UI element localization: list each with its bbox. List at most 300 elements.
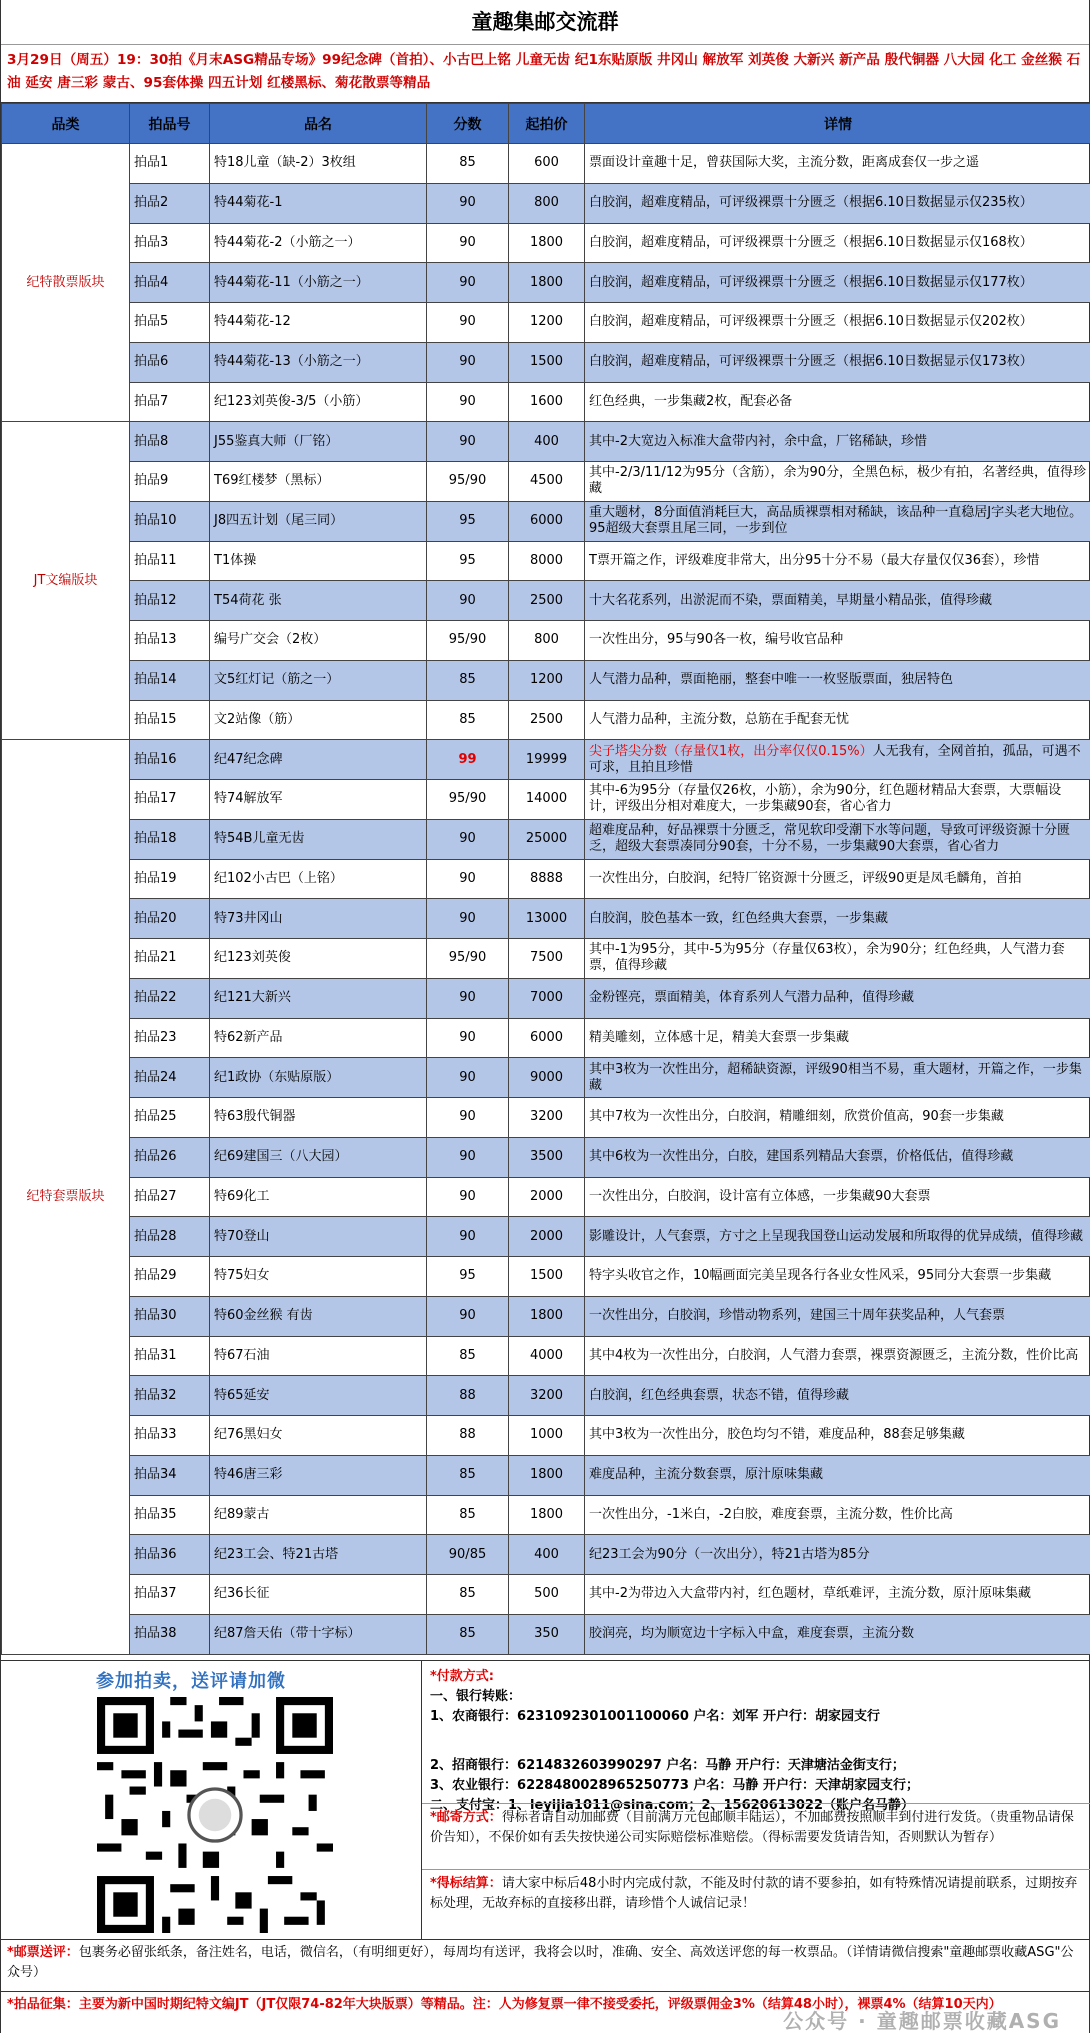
table-row	[2, 1058, 1090, 1098]
lot-number-cell: 拍品30	[130, 1296, 210, 1336]
lot-score-cell: 90	[427, 342, 509, 382]
settle-title: *得标结算：	[430, 1876, 502, 1891]
lot-number-cell: 拍品25	[130, 1098, 210, 1138]
lot-number-cell: 拍品32	[130, 1376, 210, 1416]
lot-score-cell: 85	[427, 660, 509, 700]
detail-text: 难度品种，主流分数套票，原汁原味集藏	[589, 1467, 823, 1482]
lot-score-cell: 85	[427, 1455, 509, 1495]
lot-price-cell: 1800	[509, 1495, 585, 1535]
table-row	[2, 1495, 1090, 1535]
lot-name-cell: 特62新产品	[210, 1018, 427, 1058]
lot-price-cell: 2000	[509, 1217, 585, 1257]
lot-price-cell: 350	[509, 1614, 585, 1654]
lot-detail-cell	[585, 740, 1090, 780]
lot-price-cell: 2500	[509, 581, 585, 621]
detail-text: 一次性出分，白胶润，设计富有立体感，一步集藏90大套票	[589, 1189, 931, 1204]
lot-name-cell: 特60金丝猴 有齿	[210, 1296, 427, 1336]
lot-number-cell: 拍品10	[130, 501, 210, 541]
table-row	[2, 1535, 1090, 1575]
table-row	[2, 859, 1090, 899]
detail-text: 其中-2/3/11/12为95分（含筋），余为90分，全黑色标，极少有拍，名著经典，值得珍藏	[589, 465, 1086, 496]
table-row	[2, 1376, 1090, 1416]
lot-name-cell: 特44菊花-12	[210, 303, 427, 343]
lot-score-cell: 90	[427, 303, 509, 343]
lot-score-cell: 90	[427, 581, 509, 621]
lot-detail-cell	[585, 263, 1090, 303]
send-text: 包裹务必留张纸条，备注姓名，电话，微信名，（有明细更好），每周均有送评，我将会以时，准确、安全、高效送评您的每一枚票品。（详情请微信搜索"童趣邮票收藏ASG"公众号）	[7, 1945, 1074, 1980]
lot-number-cell: 拍品2	[130, 183, 210, 223]
table-row	[2, 1575, 1090, 1615]
lot-name-cell: 特44菊花-13（小筋之一）	[210, 342, 427, 382]
shipping-text: 得标者请自动加邮费（目前满万元包邮顺丰陆运），不加邮费按照顺丰到付进行发货。（贵重物品请保价告知），不保价如有丢失按快递公司实际赔偿标准赔偿。（得标需要发货请告知，否则默认为暂存）	[430, 1810, 1074, 1845]
lot-number-cell: 拍品18	[130, 819, 210, 859]
lot-price-cell: 19999	[509, 740, 585, 780]
settle-text: 请大家中标后48小时内完成付款，不能及时付款的请不要参拍，如有特殊情况请提前联系，过期按弃标处理，无故弃标的直接移出群，请珍惜个人诚信记录！	[430, 1876, 1077, 1911]
lot-number-cell: 拍品13	[130, 621, 210, 661]
payment-line: 2、招商银行：6214832603990297 户名：马静 开户行：天津塘沽金街支行；	[430, 1756, 1083, 1776]
lot-name-cell: 纪87詹天佑（带十字标）	[210, 1614, 427, 1654]
lot-number-cell: 拍品38	[130, 1614, 210, 1654]
lot-number-cell: 拍品8	[130, 422, 210, 462]
lot-number-cell: 拍品37	[130, 1575, 210, 1615]
lot-score-cell: 95/90	[427, 939, 509, 979]
table-row	[2, 1018, 1090, 1058]
table-row	[2, 780, 1090, 820]
lot-number-cell: 拍品6	[130, 342, 210, 382]
lot-name-cell: 纪121大新兴	[210, 978, 427, 1018]
category-cell: 纪特散票版块	[2, 144, 130, 422]
lot-detail-cell	[585, 1177, 1090, 1217]
lot-price-cell: 7000	[509, 978, 585, 1018]
lot-score-cell: 90	[427, 422, 509, 462]
lot-detail-cell	[585, 501, 1090, 541]
detail-text: 红色经典，一步集藏2枚，配套必备	[589, 394, 792, 409]
lot-name-cell: 特70登山	[210, 1217, 427, 1257]
lot-detail-cell	[585, 223, 1090, 263]
lot-price-cell: 400	[509, 422, 585, 462]
lot-detail-cell	[585, 1098, 1090, 1138]
lot-name-cell: 特44菊花-2（小筋之一）	[210, 223, 427, 263]
lot-price-cell: 4500	[509, 462, 585, 502]
payment-line: 1、农商银行：6231092301001100060 户名：刘军 开户行：胡家园支行	[430, 1707, 1083, 1727]
lot-score-cell: 85	[427, 1614, 509, 1654]
lot-name-cell: J55鉴真大师（厂铭）	[210, 422, 427, 462]
lot-score-cell: 90	[427, 859, 509, 899]
detail-text: 其中-2为带边入大盒带内衬，红色题材，草纸难评，主流分数，原汁原味集藏	[589, 1586, 1031, 1601]
shipping-section	[422, 1803, 1090, 1869]
lot-detail-cell	[585, 1058, 1090, 1098]
lot-detail-cell	[585, 303, 1090, 343]
lot-score-cell: 95	[427, 501, 509, 541]
collect-title: *拍品征集：	[7, 1997, 79, 2012]
lot-detail-cell	[585, 1336, 1090, 1376]
send-title: *邮票送评：	[7, 1945, 79, 1960]
footer	[1, 1660, 1090, 2034]
detail-text: 重大题材，8分面值消耗巨大，高品质裸票相对稀缺，该品种一直稳居J字头老大地位。95超级大套票且尾三同，一步到位	[589, 505, 1082, 536]
lot-score-cell: 99	[427, 740, 509, 780]
header-lot-no: 拍品号	[130, 104, 210, 144]
lot-name-cell: 纪102小古巴（上铭）	[210, 859, 427, 899]
lot-score-cell: 88	[427, 1416, 509, 1456]
detail-text: 胶润亮，均为顺宽边十字标入中盒，难度套票，主流分数	[589, 1626, 914, 1641]
lot-price-cell: 1800	[509, 1296, 585, 1336]
lot-detail-cell	[585, 660, 1090, 700]
detail-text: 一次性出分，-1米白，-2白胶，难度套票，主流分数，性价比高	[589, 1507, 953, 1522]
lot-name-cell: 特54B儿童无齿	[210, 819, 427, 859]
lot-score-cell: 95	[427, 1257, 509, 1297]
lot-price-cell: 1800	[509, 263, 585, 303]
lot-name-cell: 特46唐三彩	[210, 1455, 427, 1495]
lot-name-cell: 纪36长征	[210, 1575, 427, 1615]
lot-price-cell: 8000	[509, 541, 585, 581]
table-row	[2, 939, 1090, 979]
table-row	[2, 621, 1090, 661]
lot-price-cell: 6000	[509, 501, 585, 541]
detail-text: 纪23工会为90分（一次出分），特21古塔为85分	[589, 1547, 870, 1562]
detail-text: 其中-2大宽边入标准大盒带内衬，余中盒，厂铭稀缺，珍惜	[589, 434, 927, 449]
payment-title: *付款方式:	[430, 1667, 1083, 1687]
lot-number-cell: 拍品19	[130, 859, 210, 899]
lot-number-cell: 拍品17	[130, 780, 210, 820]
lot-detail-cell	[585, 541, 1090, 581]
detail-text: 白胶润，超难度精品，可评级裸票十分匮乏（根据6.10日数据显示仅235枚）	[589, 195, 1033, 210]
lot-price-cell: 800	[509, 621, 585, 661]
table-row	[2, 1257, 1090, 1297]
detail-text: 其中6枚为一次性出分，白胶，建国系列精品大套票，价格低估，值得珍藏	[589, 1149, 1013, 1164]
lot-name-cell: 编号广交会（2枚）	[210, 621, 427, 661]
lot-detail-cell	[585, 382, 1090, 422]
shipping-title: *邮寄方式：	[430, 1810, 502, 1825]
detail-text: 票面设计童趣十足，曾获国际大奖，主流分数，距离成套仅一步之遥	[589, 155, 979, 170]
lot-detail-cell	[585, 342, 1090, 382]
detail-text: 白胶润，超难度精品，可评级裸票十分匮乏（根据6.10日数据显示仅177枚）	[589, 275, 1033, 290]
lot-price-cell: 1500	[509, 342, 585, 382]
lot-score-cell: 90	[427, 1058, 509, 1098]
detail-text: 白胶润，超难度精品，可评级裸票十分匮乏（根据6.10日数据显示仅173枚）	[589, 354, 1033, 369]
detail-text: 十大名花系列，出淤泥而不染，票面精美，早期量小精品张，值得珍藏	[589, 593, 992, 608]
lot-name-cell: 纪69建国三（八大园）	[210, 1137, 427, 1177]
payment-section	[422, 1661, 1090, 1756]
lot-detail-cell	[585, 581, 1090, 621]
detail-text: 一次性出分，白胶润，珍惜动物系列，建国三十周年获奖品种，人气套票	[589, 1308, 1005, 1323]
lot-number-cell: 拍品14	[130, 660, 210, 700]
category-cell: 纪特套票版块	[2, 740, 130, 1654]
lot-price-cell: 1200	[509, 303, 585, 343]
table-row	[2, 422, 1090, 462]
lot-price-cell: 1800	[509, 1455, 585, 1495]
lot-detail-cell	[585, 1455, 1090, 1495]
lot-score-cell: 85	[427, 1336, 509, 1376]
lot-score-cell: 90	[427, 382, 509, 422]
lot-score-cell: 90	[427, 223, 509, 263]
table-row	[2, 660, 1090, 700]
table-row	[2, 1455, 1090, 1495]
lot-score-cell: 90	[427, 819, 509, 859]
lot-name-cell: 特65延安	[210, 1376, 427, 1416]
lot-number-cell: 拍品1	[130, 144, 210, 184]
send-section	[1, 1939, 1090, 1991]
category-cell: JT文编版块	[2, 422, 130, 740]
lot-name-cell: 纪123刘英俊-3/5（小筋）	[210, 382, 427, 422]
detail-text: 白胶润，红色经典套票，状态不错，值得珍藏	[589, 1388, 849, 1403]
lot-number-cell: 拍品31	[130, 1336, 210, 1376]
lot-score-cell: 85	[427, 144, 509, 184]
lot-number-cell: 拍品4	[130, 263, 210, 303]
header-category: 品类	[2, 104, 130, 144]
table-row	[2, 303, 1090, 343]
lot-detail-cell	[585, 1376, 1090, 1416]
lot-detail-cell	[585, 144, 1090, 184]
lot-score-cell: 90	[427, 1018, 509, 1058]
lot-detail-cell	[585, 859, 1090, 899]
lot-detail-cell	[585, 819, 1090, 859]
lot-detail-cell	[585, 1495, 1090, 1535]
lot-price-cell: 400	[509, 1535, 585, 1575]
lot-name-cell: 特18儿童（缺-2）3枚组	[210, 144, 427, 184]
lot-score-cell: 90	[427, 183, 509, 223]
lot-number-cell: 拍品29	[130, 1257, 210, 1297]
qr-code-icon[interactable]	[97, 1697, 333, 1933]
detail-text: 影雕设计，人气套票，方寸之上呈现我国登山运动发展和所取得的优异成绩，值得珍藏	[589, 1229, 1083, 1244]
table-row	[2, 819, 1090, 859]
watermark: 公众号 · 童趣邮票收藏ASG	[783, 2005, 1061, 2034]
lot-detail-cell	[585, 939, 1090, 979]
lot-detail-cell	[585, 1137, 1090, 1177]
lot-name-cell: 纪1政协（东贴原版）	[210, 1058, 427, 1098]
lot-number-cell: 拍品24	[130, 1058, 210, 1098]
table-row	[2, 144, 1090, 184]
lot-score-cell: 95/90	[427, 462, 509, 502]
lot-name-cell: 纪76黑妇女	[210, 1416, 427, 1456]
lot-price-cell: 3500	[509, 1137, 585, 1177]
lot-name-cell: T54荷花 张	[210, 581, 427, 621]
lot-detail-cell	[585, 1614, 1090, 1654]
table-row	[2, 1416, 1090, 1456]
lot-name-cell: 特67石油	[210, 1336, 427, 1376]
lot-name-cell: 特74解放军	[210, 780, 427, 820]
lot-score-cell: 95	[427, 541, 509, 581]
detail-text: 其中4枚为一次性出分，白胶润，人气潜力套票，裸票资源匮乏，主流分数，性价比高	[589, 1348, 1078, 1363]
lot-number-cell: 拍品26	[130, 1137, 210, 1177]
table-row	[2, 263, 1090, 303]
lot-name-cell: T69红楼梦（黑标）	[210, 462, 427, 502]
table-row	[2, 1336, 1090, 1376]
lot-detail-cell	[585, 1535, 1090, 1575]
lot-number-cell: 拍品23	[130, 1018, 210, 1058]
lot-detail-cell	[585, 978, 1090, 1018]
lot-price-cell: 4000	[509, 1336, 585, 1376]
lot-score-cell: 90	[427, 978, 509, 1018]
lot-price-cell: 7500	[509, 939, 585, 979]
lot-name-cell: 纪47纪念碑	[210, 740, 427, 780]
lot-number-cell: 拍品20	[130, 899, 210, 939]
table-row	[2, 700, 1090, 740]
lot-number-cell: 拍品7	[130, 382, 210, 422]
lot-detail-cell	[585, 1575, 1090, 1615]
detail-text: T票开篇之作，评级难度非常大，出分95十分不易（最大存量仅仅36套），珍惜	[589, 553, 1040, 568]
table-row	[2, 462, 1090, 502]
lot-number-cell: 拍品21	[130, 939, 210, 979]
lot-price-cell: 14000	[509, 780, 585, 820]
lot-price-cell: 13000	[509, 899, 585, 939]
settle-section	[422, 1869, 1090, 1939]
lot-score-cell: 85	[427, 1495, 509, 1535]
collect-text: 主要为新中国时期纪特文编JT（JT仅限74-82年大块版票）等精品。注：人为修复票一律不接受委托，评级票佣金3%（结算48小时），裸票4%（结算10天内）	[79, 1997, 1002, 2012]
lot-number-cell: 拍品15	[130, 700, 210, 740]
lot-detail-cell	[585, 621, 1090, 661]
lot-name-cell: 特75妇女	[210, 1257, 427, 1297]
lot-number-cell: 拍品33	[130, 1416, 210, 1456]
header-name: 品名	[210, 104, 427, 144]
lot-number-cell: 拍品5	[130, 303, 210, 343]
lot-score-cell: 95/90	[427, 621, 509, 661]
lot-name-cell: 文2站像（筋）	[210, 700, 427, 740]
lot-score-cell: 90	[427, 899, 509, 939]
detail-text: 其中3枚为一次性出分，胶色均匀不错，难度品种，88套足够集藏	[589, 1427, 965, 1442]
lot-price-cell: 3200	[509, 1098, 585, 1138]
lot-price-cell: 3200	[509, 1376, 585, 1416]
table-row	[2, 501, 1090, 541]
lot-price-cell: 1200	[509, 660, 585, 700]
lot-detail-cell	[585, 422, 1090, 462]
lot-score-cell: 90	[427, 1137, 509, 1177]
detail-text: 其中7枚为一次性出分，白胶润，精雕细刻，欣赏价值高，90套一步集藏	[589, 1109, 1004, 1124]
detail-text: 其中-1为95分，其中-5为95分（存量仅63枚），余为90分；红色经典，人气潜力套票，值得珍藏	[589, 942, 1065, 973]
table-row	[2, 1177, 1090, 1217]
lot-name-cell: 特63殷代铜器	[210, 1098, 427, 1138]
table-row	[2, 978, 1090, 1018]
lot-number-cell: 拍品34	[130, 1455, 210, 1495]
lot-number-cell: 拍品12	[130, 581, 210, 621]
detail-text: 白胶润，超难度精品，可评级裸票十分匮乏（根据6.10日数据显示仅168枚）	[589, 235, 1033, 250]
table-row	[2, 1098, 1090, 1138]
auction-subtitle: 3月29日（周五）19：30拍《月末ASG精品专场》99纪念碑（首拍）、小古巴上铭 儿童无齿 纪1东贴原版 井冈山 解放军 刘英俊 大新兴 新产品 殷代铜器 八大园 化工 金丝猴 石油 延安 唐三彩 蒙古、95套体操 四五计划 红楼黑标、菊花散票等精品	[1, 45, 1089, 103]
lot-name-cell: 纪123刘英俊	[210, 939, 427, 979]
detail-text: 其中3枚为一次性出分，超稀缺资源，评级90相当不易，重大题材，开篇之作，一步集藏	[589, 1062, 1082, 1093]
lot-score-cell: 90	[427, 263, 509, 303]
detail-text: 白胶润，超难度精品，可评级裸票十分匮乏（根据6.10日数据显示仅202枚）	[589, 314, 1033, 329]
lot-name-cell: 特44菊花-11（小筋之一）	[210, 263, 427, 303]
table-row	[2, 1614, 1090, 1654]
lot-name-cell: 特69化工	[210, 1177, 427, 1217]
lot-number-cell: 拍品36	[130, 1535, 210, 1575]
lot-name-cell: 特44菊花-1	[210, 183, 427, 223]
lot-number-cell: 拍品35	[130, 1495, 210, 1535]
detail-text: 白胶润，胶色基本一致，红色经典大套票，一步集藏	[589, 911, 888, 926]
lot-price-cell: 25000	[509, 819, 585, 859]
lot-score-cell: 90	[427, 1296, 509, 1336]
lot-number-cell: 拍品9	[130, 462, 210, 502]
header-score: 分数	[427, 104, 509, 144]
lot-name-cell: J8四五计划（尾三同）	[210, 501, 427, 541]
table-row	[2, 740, 1090, 780]
lot-number-cell: 拍品16	[130, 740, 210, 780]
qr-section	[1, 1661, 422, 1939]
lot-detail-cell	[585, 899, 1090, 939]
detail-text: 其中-6为95分（存量仅26枚，小筋），余为90分，红色题材精品大套票，大票幅设计，评级出分相对难度大，一步集藏90套，省心省力	[589, 783, 1061, 814]
lot-price-cell: 8888	[509, 859, 585, 899]
table-row	[2, 183, 1090, 223]
detail-text: 一次性出分，白胶润，纪特厂铭资源十分匮乏，评级90更是凤毛麟角，首拍	[589, 871, 1022, 886]
lot-price-cell: 1500	[509, 1257, 585, 1297]
table-row	[2, 541, 1090, 581]
lot-price-cell: 2000	[509, 1177, 585, 1217]
lot-price-cell: 500	[509, 1575, 585, 1615]
lot-number-cell: 拍品3	[130, 223, 210, 263]
lot-name-cell: T1体操	[210, 541, 427, 581]
lot-number-cell: 拍品11	[130, 541, 210, 581]
lot-score-cell: 90	[427, 1177, 509, 1217]
detail-text: 人无我有，全网首拍，孤品，可遇不可求，且拍且珍惜	[589, 744, 1081, 775]
detail-text: 特字头收官之作，10幅画面完美呈现各行各业女性风采，95同分大套票一步集藏	[589, 1268, 1051, 1283]
lot-price-cell: 6000	[509, 1018, 585, 1058]
detail-highlight: 尖子塔尖分数（存量仅1枚，出分率仅仅0.15%）	[589, 744, 873, 759]
table-row	[2, 1137, 1090, 1177]
table-row	[2, 899, 1090, 939]
lot-score-cell: 90/85	[427, 1535, 509, 1575]
lot-name-cell: 纪89蒙古	[210, 1495, 427, 1535]
lot-detail-cell	[585, 700, 1090, 740]
lot-number-cell: 拍品28	[130, 1217, 210, 1257]
lot-score-cell: 95/90	[427, 780, 509, 820]
lot-table	[1, 103, 1090, 1655]
detail-text: 金粉铿亮，票面精美，体育系列人气潜力品种，值得珍藏	[589, 990, 914, 1005]
lot-price-cell: 1600	[509, 382, 585, 422]
lot-score-cell: 88	[427, 1376, 509, 1416]
lot-detail-cell	[585, 1217, 1090, 1257]
lot-number-cell: 拍品27	[130, 1177, 210, 1217]
table-row	[2, 581, 1090, 621]
detail-text: 超难度品种，好品裸票十分匮乏，常见软印受潮下水等问题，导致可评级资源十分匮乏，超级大套票凑同分90套，十分不易，一步集藏90大套票，省心省力	[589, 823, 1070, 854]
header-price: 起拍价	[509, 104, 585, 144]
header-detail: 详情	[585, 104, 1090, 144]
lot-detail-cell	[585, 1257, 1090, 1297]
lot-detail-cell	[585, 780, 1090, 820]
lot-name-cell: 文5红灯记（筋之一）	[210, 660, 427, 700]
lot-price-cell: 9000	[509, 1058, 585, 1098]
lot-detail-cell	[585, 1018, 1090, 1058]
lot-detail-cell	[585, 1296, 1090, 1336]
lot-number-cell: 拍品22	[130, 978, 210, 1018]
lot-price-cell: 1800	[509, 223, 585, 263]
payment-line: 一、银行转账：	[430, 1687, 1083, 1707]
page-title: 童趣集邮交流群	[1, 0, 1089, 45]
table-row	[2, 223, 1090, 263]
lot-score-cell: 85	[427, 700, 509, 740]
lot-score-cell: 90	[427, 1217, 509, 1257]
table-row	[2, 1217, 1090, 1257]
lot-name-cell: 特73井冈山	[210, 899, 427, 939]
payment-line: 二、支付宝：1、leyijia1011@sina.com；2、15620613022（账户名马静）	[430, 1796, 1083, 1816]
lot-detail-cell	[585, 183, 1090, 223]
detail-text: 一次性出分，95与90各一枚，编号收官品种	[589, 632, 843, 647]
detail-text: 人气潜力品种，主流分数，总筋在手配套无忧	[589, 712, 849, 727]
detail-text: 精美雕刻，立体感十足，精美大套票一步集藏	[589, 1030, 849, 1045]
lot-price-cell: 600	[509, 144, 585, 184]
payment-line: 3、农业银行：6228480028965250773 户名：马静 开户行：天津胡家园支行；	[430, 1776, 1083, 1796]
table-row	[2, 1296, 1090, 1336]
lot-score-cell: 85	[427, 1575, 509, 1615]
lot-score-cell: 90	[427, 1098, 509, 1138]
lot-price-cell: 2500	[509, 700, 585, 740]
lot-detail-cell	[585, 462, 1090, 502]
qr-caption: 参加拍卖，送评请加微	[96, 1667, 286, 1693]
table-row	[2, 382, 1090, 422]
lot-price-cell: 800	[509, 183, 585, 223]
lot-detail-cell	[585, 1416, 1090, 1456]
table-row	[2, 342, 1090, 382]
lot-name-cell: 纪23工会、特21古塔	[210, 1535, 427, 1575]
